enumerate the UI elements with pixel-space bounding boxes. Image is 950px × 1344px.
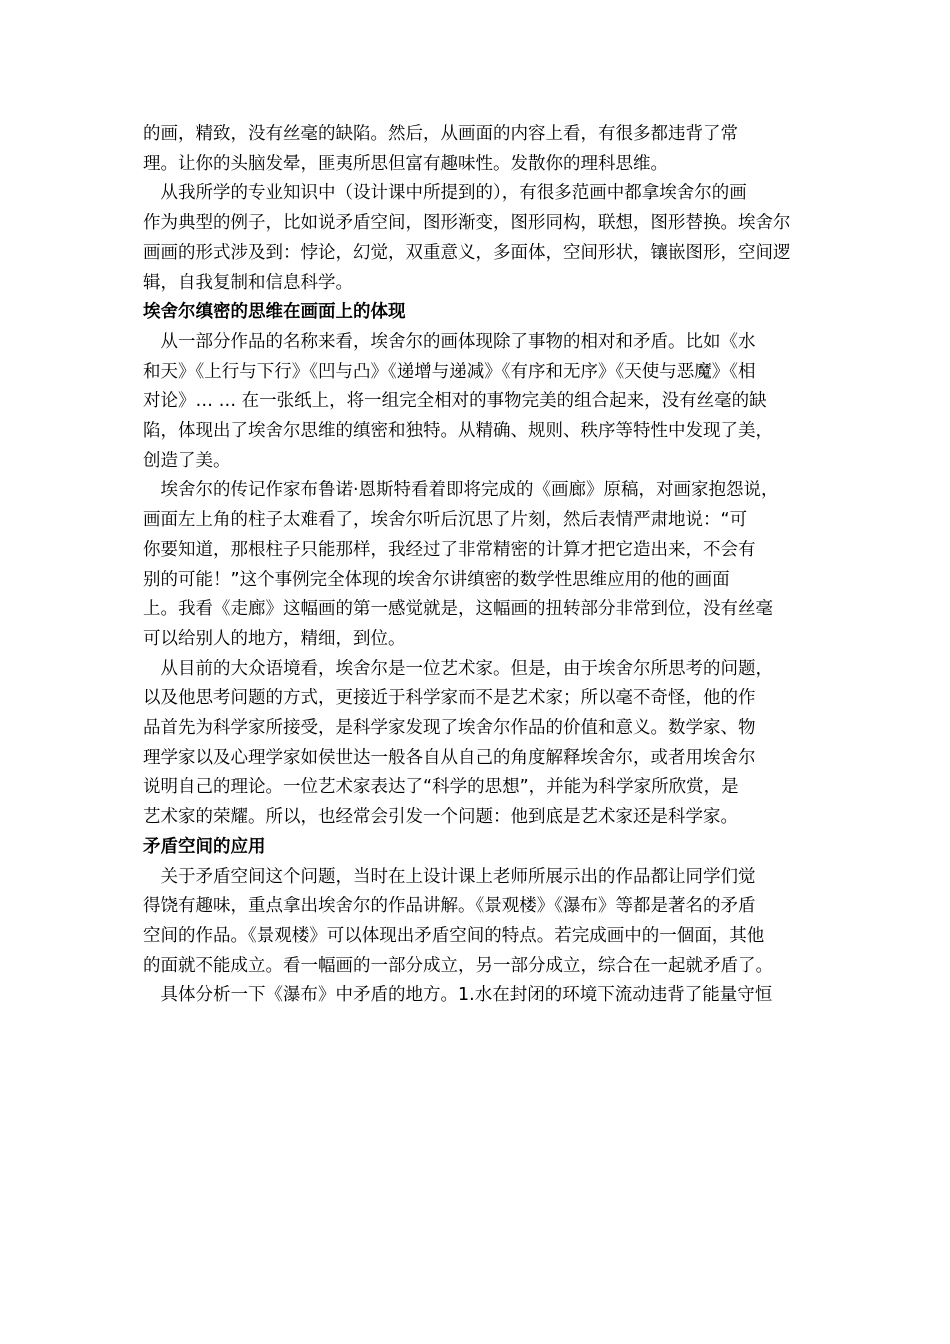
- text-line: 别的可能！”这个事例完全体现的埃舍尔讲缜密的数学性思维应用的他的画面: [143, 569, 730, 590]
- text-line: 埃舍尔的传记作家布鲁诺·恩斯特看着即将完成的《画廊》原稿，对画家抱怨说，: [143, 480, 779, 501]
- text-line: 画面左上角的柱子太难看了，埃舍尔听后沉思了片刻，然后表情严肃地说：“可: [143, 510, 748, 531]
- document-page: [143, 120, 807, 1011]
- text-line: 的画，精致，没有丝毫的缺陷。然后，从画面的内容上看，有很多都违背了常: [143, 124, 738, 144]
- text-line: 空间的作品。《景观楼》可以体现出矛盾空间的特点。若完成画中的一個面，其他: [143, 925, 765, 946]
- text-line: 对论》… … 在一张纸上，将一组完全相对的事物完美的组合起来，没有丝毫的缺: [143, 391, 767, 412]
- text-line: 从一部分作品的名称来看，埃舍尔的画体现除了事物的相对和矛盾。比如《水: [143, 331, 756, 352]
- text-line: 理。让你的头脑发晕，匪夷所思但富有趣味性。发散你的理科思维。: [143, 153, 668, 174]
- paragraph-work-names: [143, 328, 807, 477]
- section-heading-thinking: 埃舍尔缜密的思维在画面上的体现: [143, 302, 406, 323]
- text-line: 作为典型的例子，比如说矛盾空间，图形渐变，图形同构，联想，图形替换。埃舍尔: [143, 213, 791, 234]
- text-line: 以及他思考问题的方式，更接近于科学家而不是艺术家；所以毫不奇怪，他的作: [143, 688, 756, 709]
- text-line: 品首先为科学家所接受，是科学家发现了埃舍尔作品的价值和意义。数学家、物: [143, 718, 756, 739]
- text-line: 关于矛盾空间这个问题，当时在上设计课上老师所展示出的作品都让同学们觉: [143, 866, 756, 887]
- paragraph-artist-scientist: [143, 655, 807, 833]
- text-line: 陷，体现出了埃舍尔思维的缜密和独特。从精确、规则、秩序等特性中发现了美，: [143, 421, 773, 442]
- text-line: 从我所学的专业知识中（设计课中所提到的），有很多范画中都拿埃舍尔的画: [143, 183, 747, 204]
- text-line: 得饶有趣味，重点拿出埃舍尔的作品讲解。《景观楼》《瀑布》等都是著名的矛盾: [143, 896, 756, 917]
- text-line: 的面就不能成立。看一幅画的一部分成立，另一部分成立，综合在一起就矛盾了。: [143, 955, 773, 976]
- paragraph-waterfall-analysis: [143, 981, 807, 1011]
- text-line: 具体分析一下《瀑布》中矛盾的地方。1.水在封闭的环境下流动违背了能量守恒: [143, 985, 773, 1006]
- text-line: 和天》《上行与下行》《凹与凸》《递增与递减》《有序和无序》《天使与恶魔》《相: [143, 361, 756, 382]
- text-line: 画画的形式涉及到：悖论，幻觉，双重意义，多面体，空间形状，镶嵌图形，空间逻: [143, 242, 791, 263]
- text-line: 艺术家的荣耀。所以，也经常会引发一个问题：他到底是艺术家还是科学家。: [143, 807, 738, 828]
- paragraph-biographer: [143, 476, 807, 654]
- section-heading-contradictory-space: 矛盾空间的应用: [143, 836, 266, 857]
- text-line: 创造了美。: [143, 450, 231, 471]
- text-line: 可以给别人的地方，精细，到位。: [143, 628, 406, 649]
- text-line: 从目前的大众语境看，埃舍尔是一位艺术家。但是，由于埃舍尔所思考的问题，: [143, 658, 773, 679]
- paragraph-contradictory-space: [143, 863, 807, 982]
- paragraph-intro: [143, 120, 807, 179]
- text-line: 说明自己的理论。一位艺术家表达了“科学的思想”，并能为科学家所欣赏，是: [143, 777, 739, 798]
- text-line: 理学家以及心理学家如侯世达一般各自从自己的角度解释埃舍尔，或者用埃舍尔: [143, 747, 756, 768]
- text-line: 你要知道，那根柱子只能那样，我经过了非常精密的计算才把它造出来，不会有: [143, 539, 756, 560]
- paragraph-design-knowledge: [143, 179, 807, 298]
- text-line: 上。我看《走廊》这幅画的第一感觉就是，这幅画的扭转部分非常到位，没有丝毫: [143, 599, 773, 620]
- text-line: 辑，自我复制和信息科学。: [143, 272, 353, 293]
